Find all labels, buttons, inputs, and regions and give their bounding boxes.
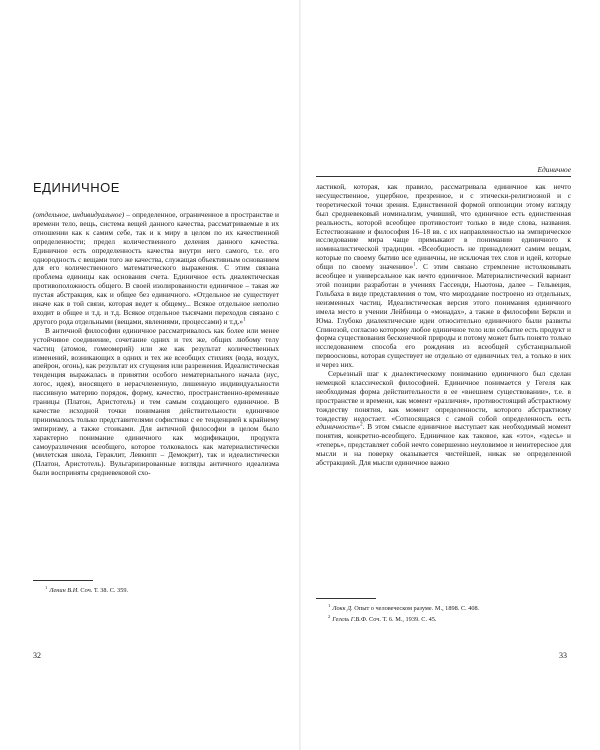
- footnote-rule: [316, 598, 376, 599]
- right-text-column: [316, 183, 571, 468]
- paragraph-text-mid: »: [356, 422, 361, 432]
- footnote-text: Соч. Т. 38. С. 359.: [78, 587, 129, 595]
- paragraph: [316, 183, 571, 370]
- right-page: [300, 0, 600, 750]
- footnote-ref: 1: [413, 262, 416, 268]
- footnote-text: Соч. Т. 6. М., 1939. С. 45.: [367, 615, 437, 623]
- footnote-author: Ленин В.И.: [49, 587, 79, 595]
- footnote-author: Локк Д.: [332, 605, 353, 613]
- paragraph-text-cont: . В этом смысле единичное выступает как необходимый момент понятия, конкретно-всеобщего. Единичное как таковое, как «это», «здесь» и «теперь», представляет собой нечто совершенно неуловимое и неинтересное для мысли и на поверку оказывается чистейшей, никак не определенной абстракцией. Для мысли единичное важно: [316, 422, 571, 468]
- footnote-rule: [33, 580, 93, 581]
- footnote-ref: 1: [243, 317, 246, 323]
- paragraph: [316, 370, 571, 468]
- paragraph-text: Серьезный шаг к диалектическому пониманию единичного был сделан немецкой классической философией. Единичное понимается у Гегеля как необходимая форма действительности в ее «внешнем существовании», т.е. в пространстве и времени, как момент «различия», противостоящий абстрактному тождеству понятия, как момент определенности, которого абстрактному тождеству недостает. «Сотносящаяся с самой собой определенность есть: [316, 369, 571, 423]
- footnote: [328, 613, 479, 624]
- footnote-number: 2: [328, 613, 331, 619]
- page-number: 33: [559, 651, 567, 660]
- footnote-author: Гегель Г.В.Ф.: [332, 615, 368, 623]
- paragraph-text: В античной философии единичное рассматривалось как более или менее устойчивое соединение, сочетание одних и тех же, общих любому телу частиц (атомов, гомеомерий) или же как результат количественных изменений, возникающих в одних и тех же всеобщих стихиях (вода, воздух, апейрон, огонь), как результат их сгущения или разрежения. Идеалистическая тенденция выражалась в принятии особого нематериального начала (нус, логос, идея), вносящего в нерасчлененную, лишенную индивидуальности пассивную материю порядок, форму, качество, пространственно-временные границы (Платон, Аристотель) и тем самым создающего единичное. В качестве исходной точки понимания действительности единичное принималось только представителями софистики с ее тенденцией к крайнему эмпиризму, а также стоиками. Для античной философии в целом было характерно понимание единичного как модификации, продукта самоуразличения всеобщего, которое толковалось как материалистически (милетская школа, Гераклит, Левкипп – Демокрит), так и идеалистически (Платон, Аристотель). Вульгаризированные взгляды античного идеализма были восприняты средневековой схо-: [33, 325, 279, 478]
- italic-phrase: единичность: [316, 422, 357, 432]
- header-rule: [316, 176, 571, 177]
- paragraph: [33, 211, 279, 327]
- left-text-column: [33, 211, 279, 478]
- paragraph-text: – определенное, ограниченное в пространстве и времени тело, вещь, система вещей данного качества, рассматриваемые в их отношении как к самим себе, так и к миру в целом по их качественной определенности; предел количественного деления данного качества. Единичное есть определенность качества внутри него самого, т.е. его однородность с вещами того же качества, служащая объективным основанием для его количественного математического выражения. С этим связана проблема единицы как основания счета. Единичное есть диалектическая противоположность общего. В своей изолированности единичное – такая же пустая абстракция, как и общее без единичного. «Отдельное не существует иначе как в той связи, которая ведет к общему... Всякое отдельное неполно входит в общее и т.д. и т.д. Всякое отдельное тысячами переходов связано с другого рода отдельными (вещами, явлениями, процессами) и т.д.»: [33, 210, 279, 326]
- footnote-text: Опыт о человеческом разуме. М., 1898. С. 408.: [352, 605, 480, 613]
- footnote-number: 1: [45, 585, 48, 590]
- footnote-ref: 2: [360, 423, 363, 429]
- running-head: Единичное: [537, 165, 571, 174]
- paragraph-text-cont: . С этим связано стремление истолковывать всеобщее и универсальное как нечто единичное. Материалистический вариант этой позиции разработан в учениях Гассенди, Ньютона, далее – Гельвеция, Гольбаха в виде представления о том, что мироздание построено из отдельных, неизменных частиц. Идеалистическая версия этого понимания единичного имела место в учении Лейбница о «монадах», а также в философии Беркли и Юма. Глубоко диалектические идеи относительно единичного были развиты Спинозой, согласно которому любое единичное тело или событие есть продукт и форма существования бесконечной природы и потому может быть понято только исследованием способа его рождения из всеобщей субстанциальной первоосновы, которая существует не отдельно от единичных тел, а только в них и через них.: [316, 262, 571, 370]
- paragraph: [33, 327, 279, 478]
- footnotes: [328, 602, 479, 623]
- footnote: [328, 602, 479, 613]
- chapter-title: ЕДИНИЧНОЕ: [33, 180, 120, 195]
- paragraph-text: ластикой, которая, как правило, рассматривала единичное как нечто несущественное, ущербное, презренное, и с этически-религиозной и с теоретической точки зрения. Единственной формой оппозиции этому взгляду был средневековый номинализм, учивший, что единичное есть единственная реальность, которой всеобщее противостоит только в виде слова, названия. Естествознание и философия 16–18 вв. с их направленностью на эмпирическое исследование мира чаще примыкают в понимании единичного к номиналистической традиции. «Всеобщность не принадлежит самим вещам, которые по своему бытию все единичны, не исключая тех слов и идей, которые общи по своему значению»: [316, 182, 571, 272]
- footnotes: [45, 584, 128, 595]
- footnote: [45, 584, 128, 595]
- lead-term: (отдельное, индивидуальное): [33, 210, 125, 219]
- page-number: 32: [33, 651, 41, 660]
- footnote-number: 1: [328, 603, 331, 608]
